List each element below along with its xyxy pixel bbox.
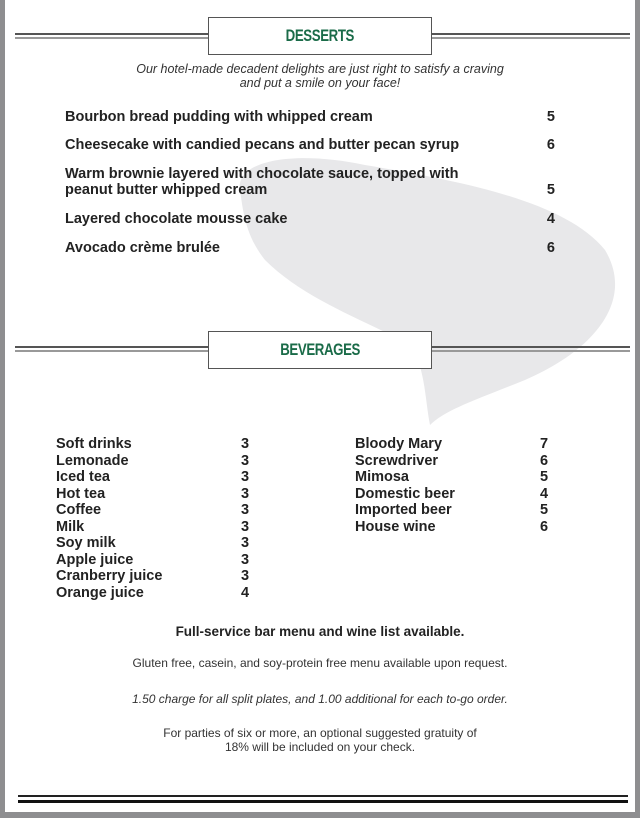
intro-line-2: and put a smile on your face!	[239, 76, 401, 90]
beverage-item: Domestic beer 4	[355, 485, 549, 502]
footer-rule-thin	[18, 795, 628, 797]
beverage-item: Iced tea 3	[56, 469, 250, 485]
price: 6	[546, 240, 555, 256]
dessert-item: Cheesecake with candied pecans and butter pecan syrup 6	[65, 137, 555, 153]
beverages-left-column	[56, 436, 251, 601]
charge-note: 1.50 charge for all split plates, and 1.00 additional for each to-go order.	[132, 692, 508, 706]
beverage-item: Soy milk 3	[56, 535, 250, 551]
dietary-note: Gluten free, casein, and soy-protein free menu available upon request.	[132, 656, 508, 670]
beverage-item: Imported beer 5	[355, 502, 549, 518]
beverage-item: Lemonade 3	[56, 452, 250, 469]
beverage-item: Cranberry juice 3	[56, 568, 250, 584]
beverages-right-column	[355, 436, 550, 535]
price: 5	[546, 182, 555, 198]
price: 5	[546, 109, 555, 125]
desserts-intro	[5, 62, 635, 90]
bar-note: Full-service bar menu and wine list available.	[175, 624, 465, 639]
gratuity-line-1: For parties of six or more, an optional suggested gratuity of	[163, 726, 477, 740]
beverage-item: Coffee 3	[56, 502, 250, 518]
dessert-item: Bourbon bread pudding with whipped cream 5	[65, 109, 555, 125]
footer-rule-thick	[18, 800, 628, 803]
beverage-item: Soft drinks 3	[56, 436, 250, 452]
dessert-item: Warm brownie layered with chocolate sauce, topped with peanut butter whipped cream 5	[65, 166, 555, 198]
menu-page	[5, 0, 635, 812]
beverage-item: Apple juice 3	[56, 551, 250, 568]
gratuity-note	[5, 726, 635, 754]
dessert-item: Layered chocolate mousse cake 4	[65, 211, 555, 227]
beverage-item: Screwdriver 6	[355, 452, 549, 469]
beverage-item: Orange juice 4	[56, 584, 250, 601]
price: 4	[546, 211, 555, 227]
beverage-item: House wine 6	[355, 518, 549, 535]
dessert-item: Avocado crème brulée 6	[65, 240, 555, 256]
beverage-item: Bloody Mary 7	[355, 436, 549, 452]
beverage-item: Milk 3	[56, 518, 250, 535]
beverage-item: Hot tea 3	[56, 485, 250, 502]
gratuity-line-2: 18% will be included on your check.	[224, 740, 416, 754]
intro-line-1: Our hotel-made decadent delights are just right to satisfy a craving	[136, 62, 504, 76]
price: 6	[546, 137, 555, 153]
desserts-heading: DESSERTS	[208, 17, 432, 55]
beverage-item: Mimosa 5	[355, 469, 549, 485]
beverages-heading: BEVERAGES	[208, 331, 432, 369]
